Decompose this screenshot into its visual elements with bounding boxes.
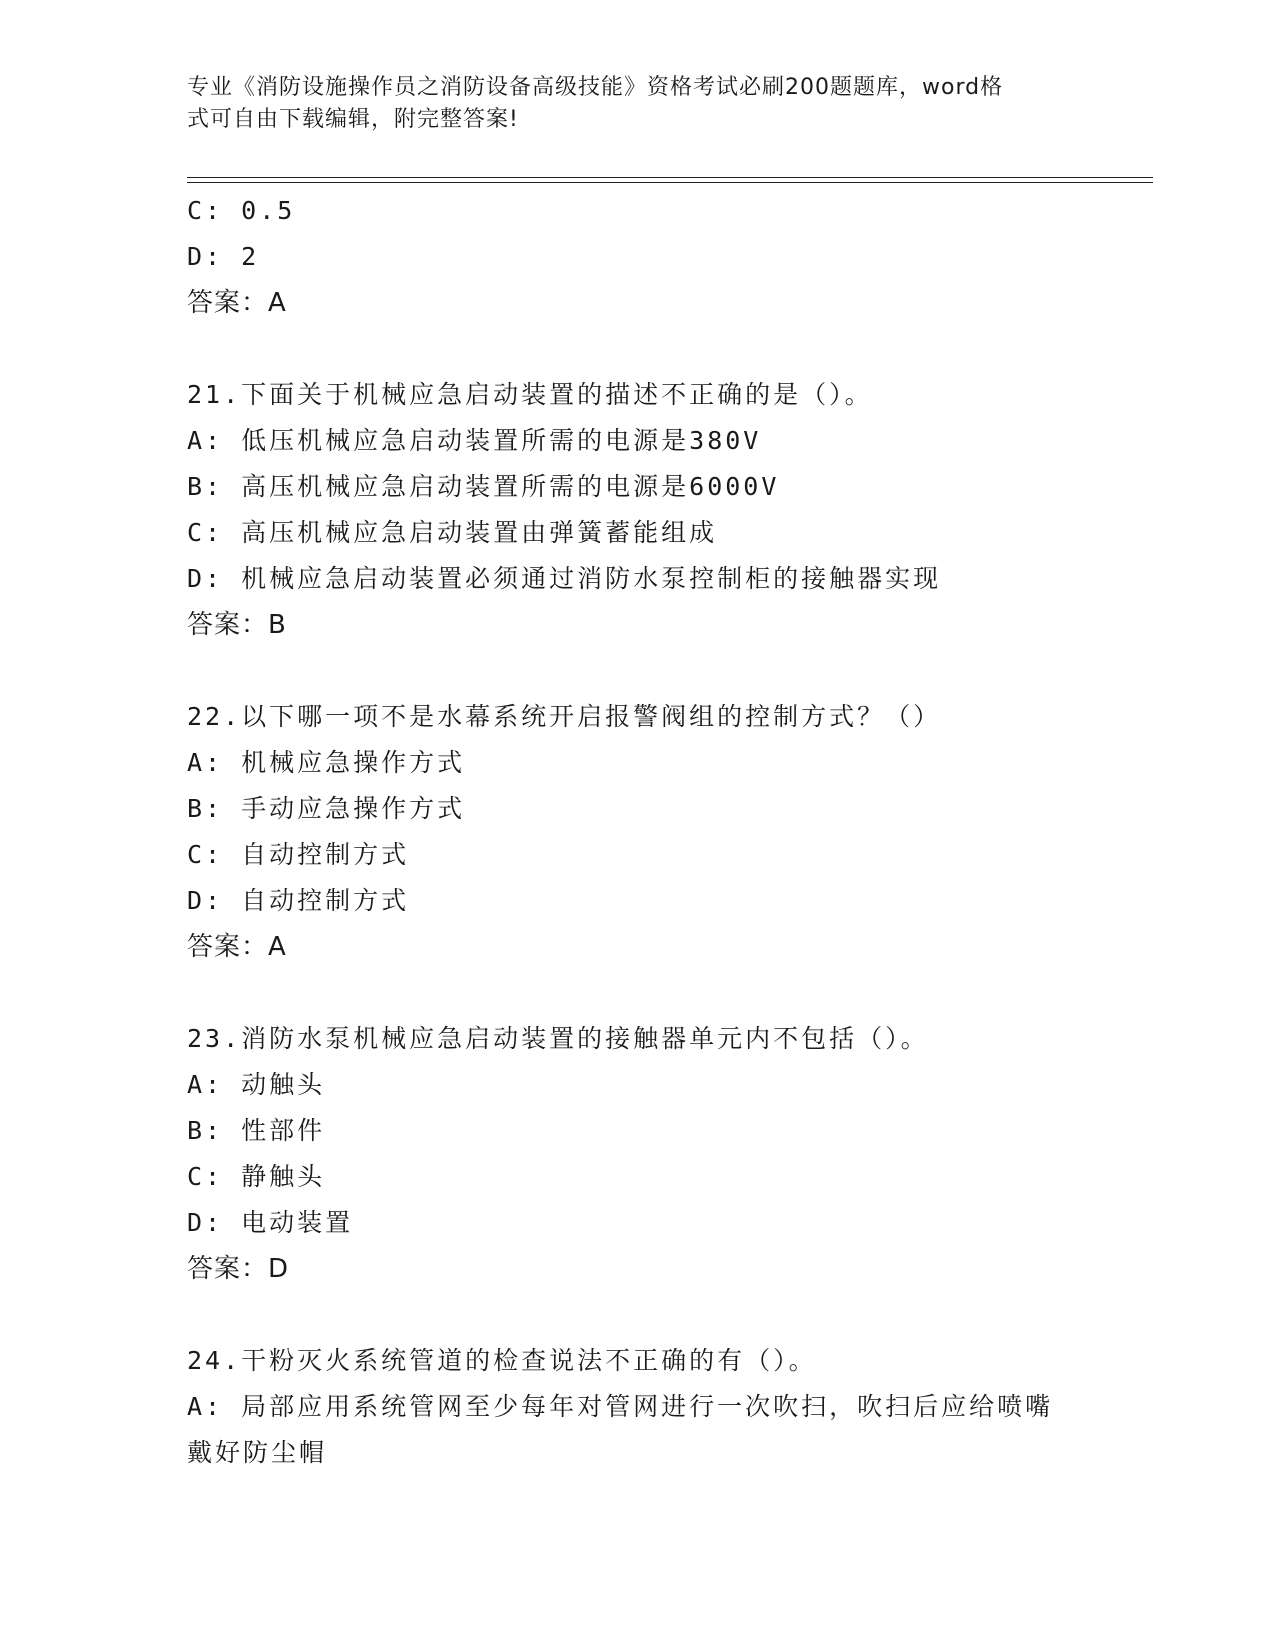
question-22 bbox=[187, 694, 1087, 970]
option-b: B: 高压机械应急启动装置所需的电源是6000V bbox=[187, 472, 780, 501]
option-d: D: 机械应急启动装置必须通过消防水泵控制柜的接触器实现 bbox=[187, 564, 942, 593]
option-d: D: 电动装置 bbox=[187, 1208, 354, 1237]
header-title-line-2: 式可自由下载编辑，附完整答案! bbox=[187, 107, 519, 132]
question-stem: 22.以下哪一项不是水幕系统开启报警阀组的控制方式？（） bbox=[187, 702, 942, 731]
option-a: A: 动触头 bbox=[187, 1070, 326, 1099]
question-21 bbox=[187, 372, 1087, 648]
option-b: B: 性部件 bbox=[187, 1116, 326, 1145]
option-c: C: 静触头 bbox=[187, 1162, 326, 1191]
answer: 答案：A bbox=[187, 932, 287, 962]
option-a: A: 机械应急操作方式 bbox=[187, 748, 466, 777]
spacer bbox=[187, 970, 1087, 1016]
question-stem: 24.干粉灭火系统管道的检查说法不正确的有（）。 bbox=[187, 1346, 817, 1375]
header-divider-top bbox=[187, 177, 1153, 178]
question-list bbox=[187, 188, 1087, 1476]
option-c: C: 自动控制方式 bbox=[187, 840, 410, 869]
question-stem: 21.下面关于机械应急启动装置的描述不正确的是（）。 bbox=[187, 380, 873, 409]
option-c: C: 高压机械应急启动装置由弹簧蓄能组成 bbox=[187, 518, 718, 547]
option-d: D: 2 bbox=[187, 242, 260, 271]
option-b: B: 手动应急操作方式 bbox=[187, 794, 466, 823]
question-stem: 23.消防水泵机械应急启动装置的接触器单元内不包括（）。 bbox=[187, 1024, 929, 1053]
answer: 答案：D bbox=[187, 1254, 290, 1284]
option-d: D: 自动控制方式 bbox=[187, 886, 410, 915]
header-divider-bottom bbox=[187, 182, 1153, 183]
spacer bbox=[187, 648, 1087, 694]
answer: 答案：B bbox=[187, 610, 287, 640]
question-23 bbox=[187, 1016, 1087, 1292]
option-c: C: 0.5 bbox=[187, 196, 296, 225]
document-header bbox=[187, 72, 1067, 136]
header-title-line-1: 专业《消防设施操作员之消防设备高级技能》资格考试必刷200题题库，word格 bbox=[187, 75, 1004, 100]
question-24 bbox=[187, 1338, 1087, 1476]
option-a-continuation: 戴好防尘帽 bbox=[187, 1438, 328, 1467]
previous-question-tail bbox=[187, 188, 1087, 326]
answer: 答案：A bbox=[187, 288, 287, 318]
spacer bbox=[187, 326, 1087, 372]
spacer bbox=[187, 1292, 1087, 1338]
option-a: A: 局部应用系统管网至少每年对管网进行一次吹扫，吹扫后应给喷嘴 bbox=[187, 1392, 1054, 1421]
option-a: A: 低压机械应急启动装置所需的电源是380V bbox=[187, 426, 762, 455]
